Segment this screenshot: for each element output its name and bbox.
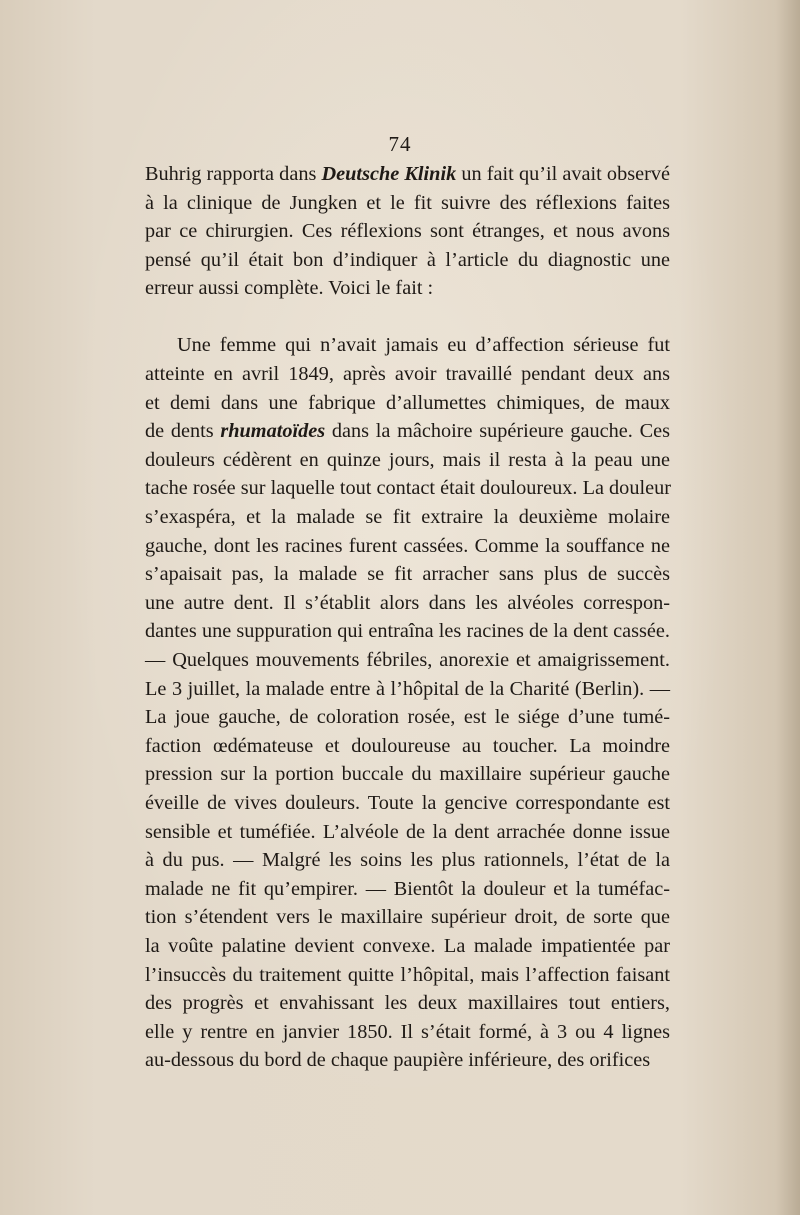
text-segment: gauche, dont les racines furent cassées. Comme la souffance ne [145,534,670,557]
text-segment: douleurs cédèrent en quinze jours, mais il resta à la peau une [145,448,670,471]
text-line [145,617,670,646]
text-segment: et demi dans une fabrique d’allumettes chimiques, de maux [145,391,670,414]
text-line [145,446,670,475]
text-segment: de dents [145,420,221,443]
text-segment: à du pus. — Malgré les soins les plus rationnels, l’état de la [145,849,670,872]
text-line [145,1046,670,1075]
text-line [145,217,670,246]
text-line [145,732,670,761]
text-segment: pensé qu’il était bon d’indiquer à l’article du diagnostic une [145,248,670,271]
text-line [145,760,670,789]
text-segment: un fait qu’il avait observé [456,163,671,185]
text-line [145,360,670,389]
italic-title: Deutsche Klinik [321,163,457,185]
text-segment: l’insuccès du traitement quitte l’hôpital, mais l’affection faisant [145,963,670,986]
text-line [145,417,670,446]
text-line [145,474,670,503]
text-segment: Une femme qui n’avait jamais eu d’affection sérieuse fut [177,334,670,357]
body-text [145,160,670,1075]
text-line [145,875,670,904]
paragraph [145,331,670,1074]
text-segment: une autre dent. Il s’établit alors dans les alvéoles correspon- [145,591,670,614]
text-segment: — Quelques mouvements fébriles, anorexie et amaigrissement. [145,649,670,671]
text-segment: erreur aussi complète. Voici le fait : [145,277,434,300]
text-segment: tion s’étendent vers le maxillaire supérieur droit, de sorte que [145,906,670,929]
text-line [145,703,670,732]
text-line [145,846,670,875]
text-segment: à la clinique de Jungken et le fit suivre des réflexions faites [145,191,670,214]
text-line [145,532,670,561]
text-segment: des progrès et envahissant les deux maxillaires tout entiers, [145,992,670,1015]
text-segment: pression sur la portion buccale du maxillaire supérieur gauche [145,763,670,786]
text-segment: Le 3 juillet, la malade entre à l’hôpital de la Charité (Berlin). — [145,677,670,700]
text-line [145,189,670,218]
text-segment: tache rosée sur laquelle tout contact était douloureux. La douleur [145,477,671,500]
text-line [145,646,670,675]
text-line [145,389,670,418]
text-line [145,789,670,818]
text-segment: La joue gauche, de coloration rosée, est le siége d’une tumé- [145,706,670,729]
text-segment: malade ne fit qu’empirer. — Bientôt la douleur et la tuméfac- [145,877,670,900]
text-segment: Buhrig rapporta dans [145,163,322,185]
text-line [145,989,670,1018]
text-line [145,503,670,532]
text-segment: elle y rentre en janvier 1850. Il s’était formé, à 3 ou 4 lignes [145,1020,670,1043]
text-line [145,589,670,618]
page-number: 74 [388,132,412,156]
text-segment: au-dessous du bord de chaque paupière inférieure, des orifices [145,1049,651,1072]
text-segment: faction œdémateuse et douloureuse au toucher. La moindre [145,734,670,757]
text-segment: éveille de vives douleurs. Toute la gencive correspondante est [145,791,670,814]
text-line [145,932,670,961]
text-line [145,818,670,847]
text-segment: atteinte en avril 1849, après avoir travaillé pendant deux ans [145,363,670,386]
paragraph-gap [145,303,670,332]
text-line [145,675,670,704]
text-segment: s’exaspéra, et la malade se fit extraire la deuxième molaire [145,506,670,529]
italic-title: rhumatoïdes [220,420,326,443]
text-segment: la voûte palatine devient convexe. La malade impatientée par [145,934,670,957]
text-line [145,246,670,275]
text-line [145,560,670,589]
text-line [145,961,670,990]
text-line [145,1018,670,1047]
text-segment: par ce chirurgien. Ces réflexions sont étranges, et nous avons [145,220,670,243]
text-segment: s’apaisait pas, la malade se fit arracher sans plus de succès [145,563,670,586]
text-segment: dans la mâchoire supérieure gauche. Ces [325,420,670,443]
text-line [145,160,670,189]
text-line [145,274,670,303]
text-segment: sensible et tuméfiée. L’alvéole de la dent arrachée donne issue [145,820,670,843]
paragraph [145,160,670,303]
text-segment: dantes une suppuration qui entraîna les racines de la dent cassée. [145,620,670,643]
text-line [145,903,670,932]
text-line [145,331,670,360]
